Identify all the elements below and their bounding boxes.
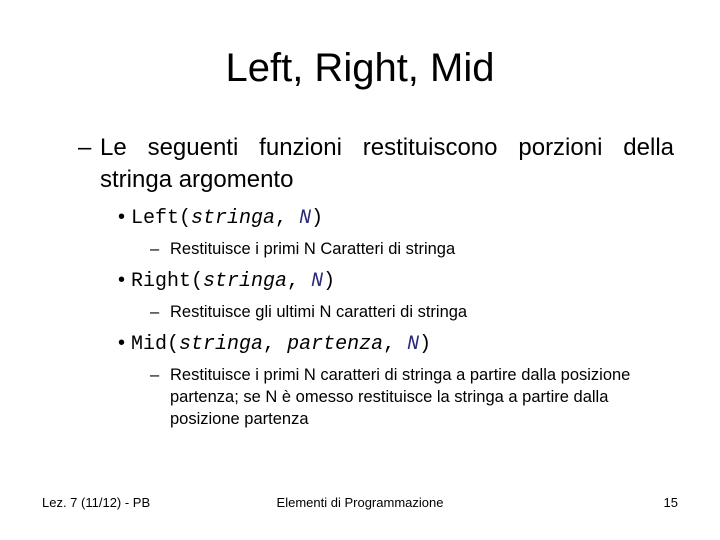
close-paren: )	[311, 207, 324, 230]
param-stringa: stringa	[191, 207, 276, 230]
bullet-marker: •	[118, 206, 126, 228]
dash-marker: –	[78, 134, 92, 161]
dash-marker: –	[150, 240, 160, 258]
close-paren: )	[419, 333, 432, 356]
param-separator: ,	[287, 270, 312, 293]
sub-item-right	[150, 301, 670, 323]
sub-item-left	[150, 238, 670, 260]
close-paren: )	[323, 270, 336, 293]
param-n: N	[299, 207, 312, 230]
slide-title: Left, Right, Mid	[225, 46, 495, 90]
sub-item-text: Restituisce i primi N caratteri di stringa a partire dalla posizione partenza; se N è omesso restituisce la stringa a partire dalla posizione partenza	[170, 366, 631, 428]
bullet-left	[118, 203, 323, 233]
bullet-marker: •	[118, 269, 126, 291]
intro-text: Le seguenti funzioni restituiscono porzioni della stringa argomento	[100, 134, 674, 193]
param-n: N	[407, 333, 420, 356]
function-name: Left(	[131, 207, 192, 230]
param-separator: ,	[275, 207, 300, 230]
sub-item-text: Restituisce i primi N Caratteri di stringa	[170, 240, 456, 258]
param-partenza: partenza	[287, 333, 384, 356]
bullet-marker: •	[118, 332, 126, 354]
page-number: 15	[663, 495, 678, 510]
param-n: N	[311, 270, 324, 293]
dash-marker: –	[150, 366, 160, 384]
param-separator: ,	[383, 333, 408, 356]
param-separator: ,	[263, 333, 288, 356]
dash-marker: –	[150, 303, 160, 321]
param-stringa: stringa	[179, 333, 264, 356]
bullet-right	[118, 266, 335, 296]
intro-paragraph	[78, 132, 674, 196]
sub-item-text: Restituisce gli ultimi N caratteri di stringa	[170, 303, 468, 321]
footer-lecture: Lez. 7 (11/12) - PB	[42, 495, 151, 510]
param-stringa: stringa	[203, 270, 288, 293]
bullet-mid	[118, 329, 431, 359]
function-name: Right(	[131, 270, 204, 293]
sub-item-mid	[150, 364, 650, 430]
footer-course: Elementi di Programmazione	[276, 495, 444, 510]
function-name: Mid(	[131, 333, 180, 356]
